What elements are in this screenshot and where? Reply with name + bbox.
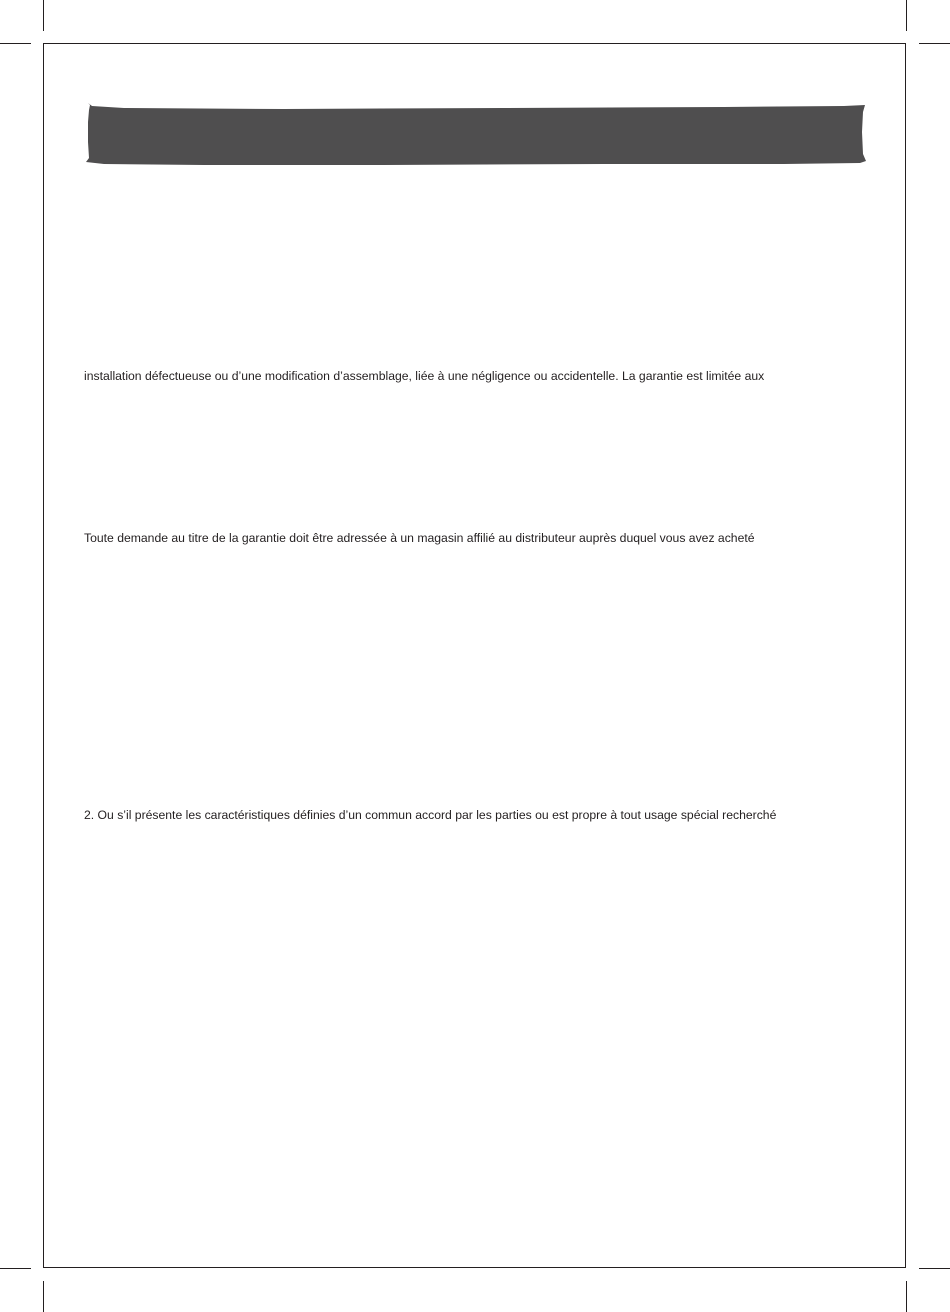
crop-mark-top-left-h — [0, 43, 31, 44]
title-banner-shape — [86, 103, 866, 165]
crop-mark-bottom-right-h — [919, 1268, 950, 1269]
crop-mark-top-right-h — [919, 43, 950, 44]
crop-mark-bottom-left-h — [0, 1268, 31, 1269]
crop-mark-top-right — [906, 0, 907, 31]
paragraph-line-1: installation défectueuse ou d’une modification d’assemblage, liée à une négligence ou accidentelle. La garantie est limitée aux — [84, 369, 765, 383]
crop-mark-top-left — [43, 0, 44, 31]
title-banner — [84, 102, 868, 168]
paragraph-line-3: 2. Ou s’il présente les caractéristiques définies d’un commun accord par les parties ou est propre à tout usage spécial recherché — [84, 808, 777, 822]
paragraph-line-2: Toute demande au titre de la garantie doit être adressée à un magasin affilié au distributeur auprès duquel vous avez acheté — [84, 531, 755, 545]
crop-mark-bottom-right — [906, 1281, 907, 1312]
page-frame — [43, 43, 906, 1268]
crop-mark-bottom-left — [43, 1281, 44, 1312]
